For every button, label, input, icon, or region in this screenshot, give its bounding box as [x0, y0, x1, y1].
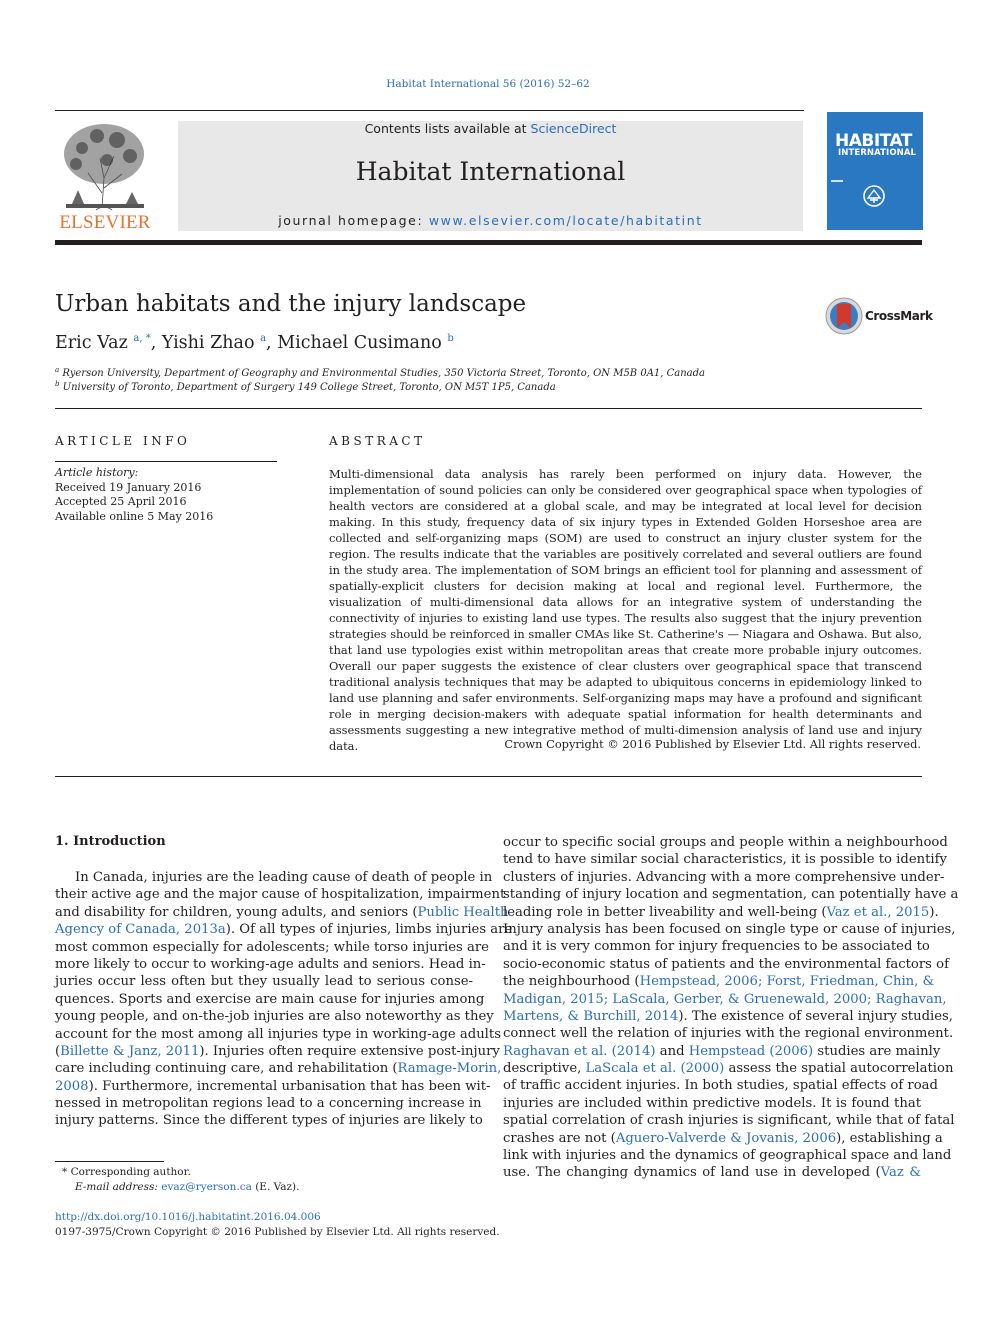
body-text-line: [55, 1112, 483, 1129]
body-text-line: [503, 938, 930, 955]
citation-link[interactable]: Raghavan et al. (2014): [503, 1043, 656, 1059]
author-name: Michael Cusimano: [277, 333, 442, 353]
asterisk-mark: *: [62, 1166, 71, 1178]
homepage-line: [178, 213, 803, 228]
body-text: crashes are not (: [503, 1130, 616, 1146]
journal-cover-image: [827, 112, 923, 230]
author-affiliation-mark[interactable]: a, *: [133, 333, 151, 344]
body-text: nessed in metropolitan regions lead to a concerning increase in: [55, 1096, 482, 1112]
body-text: injury patterns. Since the different types of injuries are likely to: [55, 1113, 483, 1129]
body-text-line: [55, 1060, 502, 1077]
body-text: of traffic accident injuries. In both studies, spatial effects of road: [503, 1078, 938, 1094]
citation-link[interactable]: Vaz &: [880, 1165, 921, 1181]
author-separator: ,: [150, 333, 162, 353]
history-label: Article history:: [55, 466, 139, 479]
cover-title: HABITAT: [835, 131, 912, 151]
introduction-heading: 1. Introduction: [55, 834, 166, 849]
header-rule: [55, 110, 804, 111]
body-text-line: [503, 1147, 952, 1164]
body-text-line: [55, 1095, 482, 1112]
citation-link[interactable]: Vaz et al., 2015: [826, 904, 930, 920]
affiliation-mark: b: [55, 380, 60, 388]
body-text-line: [55, 904, 509, 921]
abstract-copyright: Crown Copyright © 2016 Published by Elsevier Ltd. All rights reserved.: [504, 737, 921, 751]
body-text: ).: [929, 904, 939, 920]
body-text: and: [655, 1043, 689, 1059]
body-text-line: [503, 1008, 953, 1025]
citation-link[interactable]: Madigan, 2015; LaScala, Gerber, & Gruenewald, 2000; Raghavan,: [503, 991, 947, 1007]
cover-subtitle: INTERNATIONAL: [838, 148, 917, 158]
body-text: descriptive,: [503, 1061, 586, 1077]
body-text: injuries are included within predictive models. It is found that: [503, 1095, 921, 1111]
body-text: most common especially for adolescents; while torso injuries are: [55, 939, 489, 955]
abstract-text: Multi-dimensional data analysis has rarely been performed on injury data. However, the implementation of sound policies can only be considered over geographical space when typologies of health vectors are considered at a global scale, and may be integrated at local level for decision making. In this study, frequency data of six injury types in Extended Golden Horseshoe area are collected and self-organizing maps (SOM) are used to construct an injury cluster system for the region. The results indicate that the variables are positively correlated and several outliers are found in the study area. The implementation of SOM brings an efficient tool for planning and assessment of spatially-explicit clusters for decision making at local and regional level. Furthermore, the visualization of multi-dimensional data allows for an integrative system of understanding the connectivity of injuries to existing land use types. The results also suggest that the injury prevention strategies should be reinforced in smaller CMAs like St. Catherine's — Niagara and Oshawa. But also, that land use typologies exist within metropolitan areas that create more probable injury outcomes. Overall our paper suggests the existence of clear clusters over geographical space that transcend traditional analysis techniques that may be adapted to ubiquitous concerns in epidemiology linked to land use planning and safer environments. Self-organizing maps may have a profound and significant role in merging decision-makers with adequate spatial information for health determinants and assessments suggesting a new integrative method of multi-dimension analysis of land use and injury data.: [329, 467, 922, 753]
body-text: ). Injuries often require extensive post-injury: [199, 1043, 500, 1059]
body-text: clusters of injuries. Advancing with a more comprehensive under-: [503, 869, 945, 885]
body-text: quences. Sports and exercise are main cause for injuries among: [55, 991, 485, 1007]
body-text: the neighbourhood (: [503, 974, 640, 990]
affiliation: [55, 380, 556, 393]
citation-link[interactable]: Ramage-Morin,: [397, 1061, 502, 1077]
body-column-left: [55, 869, 513, 1130]
body-text-line: [503, 1043, 941, 1060]
accepted-date: Accepted 25 April 2016: [55, 495, 187, 508]
citation-link[interactable]: Hempstead (2006): [688, 1043, 814, 1059]
body-text: spatial correlation of crash injuries is significant, while that of fatal: [503, 1113, 955, 1129]
body-text-line: [55, 956, 486, 973]
affiliation-mark: a: [55, 366, 60, 374]
body-text-line: [503, 851, 947, 868]
body-text: (: [55, 1043, 61, 1059]
article-info-heading: ARTICLE INFO: [55, 434, 191, 448]
citation-link[interactable]: Hempstead, 2006; Forst, Friedman, Chin, &: [639, 974, 935, 990]
body-text-line: [503, 904, 939, 921]
body-text-line: [503, 1095, 921, 1112]
body-text-line: [503, 1060, 954, 1077]
section-rule: [55, 776, 922, 777]
affiliation-text: Ryerson University, Department of Geography and Environmental Studies, 350 Victoria Street, Toronto, ON M5B 0A1, Canada: [62, 368, 706, 379]
journal-citation[interactable]: Habitat International 56 (2016) 52–62: [386, 78, 590, 90]
body-text-line: [503, 886, 959, 903]
citation-link[interactable]: 2008: [55, 1078, 89, 1094]
affiliation-text: University of Toronto, Department of Surgery 149 College Street, Toronto, ON M5T 1P5, Canada: [62, 382, 556, 393]
author-list: [55, 333, 454, 353]
body-text: ), establishing a: [836, 1130, 943, 1146]
body-text-line: [55, 869, 493, 886]
body-text-line: [55, 1008, 494, 1025]
email-note: [75, 1181, 299, 1193]
corresponding-author-note: [62, 1166, 191, 1178]
email-link[interactable]: evaz@ryerson.ca: [161, 1181, 252, 1193]
body-text: connect well the relation of injuries with the regional environment.: [503, 1026, 954, 1042]
received-date: Received 19 January 2016: [55, 480, 202, 494]
body-text-line: [55, 921, 513, 938]
abstract-heading: ABSTRACT: [329, 434, 426, 448]
body-text-line: [55, 1078, 491, 1095]
body-text-line: [55, 973, 473, 990]
body-text-line: [55, 939, 489, 956]
author-affiliation-mark[interactable]: b: [447, 333, 454, 344]
citation-link[interactable]: LaScala et al. (2000): [585, 1061, 725, 1077]
citation-link[interactable]: Agency of Canada, 2013a: [55, 922, 226, 938]
author-separator: ,: [266, 333, 278, 353]
body-text-line: [503, 921, 956, 938]
cover-emblem-icon: [862, 184, 886, 208]
elsevier-wordmark: ELSEVIER: [59, 212, 151, 233]
body-text-line: [503, 956, 949, 973]
doi-link[interactable]: http://dx.doi.org/10.1016/j.habitatint.2016.04.006: [55, 1211, 321, 1223]
body-text-line: [503, 1077, 938, 1094]
body-text: link with injuries and the dynamics of geographical space and land: [503, 1148, 952, 1164]
author-name: Eric Vaz: [55, 333, 128, 353]
body-text: leading role in better liveability and well-being (: [503, 904, 827, 920]
body-text: standing of injury location and segmentation, can potentially have a: [503, 887, 959, 903]
email-label: E-mail address:: [75, 1181, 162, 1193]
issn-copyright: 0197-3975/Crown Copyright © 2016 Published by Elsevier Ltd. All rights reserved.: [55, 1226, 500, 1238]
article-info-rule: [55, 461, 277, 462]
corresponding-text: Corresponding author.: [70, 1166, 191, 1178]
body-text: socio-economic status of patients and the environmental factors of: [503, 956, 949, 972]
body-text: studies are mainly: [813, 1043, 941, 1059]
body-text-line: [503, 1130, 943, 1147]
body-text-line: [503, 834, 948, 851]
body-text: assess the spatial autocorrelation: [724, 1061, 954, 1077]
body-text: and disability for children, young adults, and seniors (: [55, 904, 418, 920]
body-text-line: [503, 991, 947, 1008]
citation-link[interactable]: Billette & Janz, 2011: [60, 1043, 200, 1059]
section-rule: [55, 408, 922, 409]
journal-name: Habitat International: [355, 157, 626, 186]
body-text: ). Of all types of injuries, limbs injuries are: [225, 922, 513, 938]
body-text: occur to specific social groups and people within a neighbourhood: [503, 835, 948, 850]
body-text-line: [55, 991, 485, 1008]
contents-line: [178, 121, 803, 136]
author-name: Yishi Zhao: [161, 333, 255, 353]
body-text: their active age and the major cause of hospitalization, impairment: [55, 887, 506, 903]
body-text-line: [55, 886, 506, 903]
footnote-rule: [55, 1161, 164, 1162]
body-text: ). Furthermore, incremental urbanisation that has been wit-: [88, 1078, 491, 1094]
body-text: young people, and on-the-job injuries are also noteworthy as they: [55, 1009, 494, 1025]
body-text-line: [503, 973, 935, 990]
cover-small-text-icon: [831, 178, 843, 184]
body-text-line: [503, 869, 945, 886]
header-rule-thick: [55, 240, 922, 245]
body-text: more likely to occur to working-age adults and seniors. Head in-: [55, 956, 486, 972]
body-text-line: [55, 1026, 501, 1043]
contents-prefix: Contents lists available at: [364, 121, 531, 136]
paper-title: Urban habitats and the injury landscape: [55, 291, 527, 317]
body-text: Injury analysis has been focused on single type or cause of injuries,: [503, 921, 956, 937]
body-text: In Canada, injuries are the leading cause of death of people in: [75, 870, 493, 885]
citation-link[interactable]: Public Health: [417, 904, 509, 920]
sciencedirect-link[interactable]: ScienceDirect: [530, 121, 617, 136]
homepage-prefix: journal homepage:: [278, 213, 429, 228]
affiliation: [55, 366, 705, 379]
body-text: use. The changing dynamics of land use in developed (: [503, 1165, 881, 1181]
body-text-line: [503, 1112, 955, 1129]
author-affiliation-mark[interactable]: a: [260, 333, 267, 344]
crossmark-icon[interactable]: [824, 296, 864, 336]
body-text-line: [55, 1043, 500, 1060]
article-history: [55, 466, 213, 524]
body-column-right: [503, 834, 959, 1182]
crossmark-label[interactable]: CrossMark: [865, 309, 933, 323]
body-text: account for the most among all injuries type in working-age adults: [55, 1026, 501, 1042]
body-text-line: [503, 1164, 921, 1181]
citation-link[interactable]: Aguero-Valverde & Jovanis, 2006: [615, 1130, 837, 1146]
body-text: juries occur less often but they usually lead to serious conse-: [55, 974, 473, 990]
online-date: Available online 5 May 2016: [55, 509, 214, 523]
body-text: care including continuing care, and rehabilitation (: [55, 1061, 398, 1077]
body-text: ). The existence of several injury studies,: [678, 1008, 953, 1024]
body-text-line: [503, 1025, 954, 1042]
homepage-link[interactable]: www.elsevier.com/locate/habitatint: [428, 213, 703, 228]
body-text: tend to have similar social characteristics, it is possible to identify: [503, 852, 947, 868]
body-text: and it is very common for injury frequencies to be associated to: [503, 939, 930, 955]
citation-link[interactable]: Martens, & Burchill, 2014: [503, 1008, 679, 1024]
email-suffix: (E. Vaz).: [251, 1181, 300, 1193]
